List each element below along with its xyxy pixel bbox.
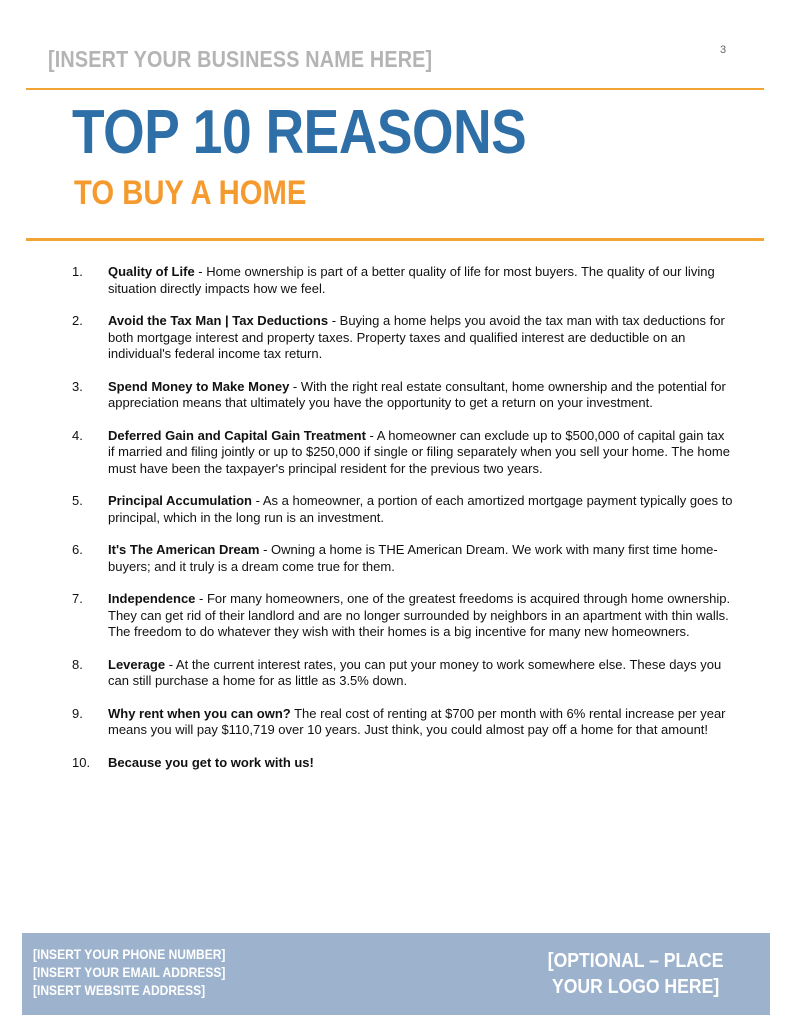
list-item	[72, 591, 734, 641]
list-item	[72, 428, 734, 478]
list-item	[72, 264, 734, 297]
page-subtitle: TO BUY A HOME	[74, 174, 307, 212]
logo-placeholder	[521, 948, 750, 1000]
item-number: 6.	[72, 542, 83, 557]
list-item	[72, 379, 734, 412]
item-body	[108, 493, 734, 526]
item-heading: Principal Accumulation	[108, 493, 252, 508]
item-heading: Avoid the Tax Man | Tax Deductions	[108, 313, 329, 328]
item-text: - Buying a home helps you avoid the tax man with tax deductions for both mortgage interest and property taxes. Property taxes and qualified interest are deductible on an individual's federal income tax return.	[108, 313, 725, 361]
phone-placeholder: [INSERT YOUR PHONE NUMBER]	[33, 946, 226, 962]
item-heading: Why rent when you can own?	[108, 705, 291, 721]
item-heading: It's The American Dream	[108, 542, 260, 557]
item-heading: Quality of Life	[108, 264, 195, 279]
footer-bar	[22, 933, 770, 1015]
item-text: - Home ownership is part of a better quality of life for most buyers. The quality of our living situation directly impacts how we feel.	[108, 264, 715, 296]
item-heading: Independence	[108, 591, 196, 606]
list-item	[72, 542, 734, 575]
title-divider	[26, 238, 764, 241]
page-title: TOP 10 REASONS	[72, 98, 527, 167]
item-heading: Because you get to work with us!	[108, 754, 314, 770]
item-heading: Spend Money to Make Money	[108, 378, 290, 394]
item-body	[108, 657, 734, 690]
item-number: 3.	[72, 378, 83, 394]
item-number: 7.	[72, 591, 83, 606]
item-number: 10.	[72, 754, 91, 770]
list-item	[72, 313, 734, 363]
item-body	[108, 313, 734, 363]
item-body	[108, 706, 734, 739]
item-body	[108, 379, 734, 412]
business-name: [INSERT YOUR BUSINESS NAME HERE]	[48, 46, 433, 72]
list-item	[72, 706, 734, 739]
page-number: 3	[720, 44, 727, 56]
item-number: 4.	[72, 427, 83, 443]
logo-line-1: [OPTIONAL – PLACE	[547, 950, 724, 972]
item-text: - At the current interest rates, you can put your money to work somewhere else. These days you can still purchase a home for as little as 3.5% down.	[108, 656, 722, 688]
item-text: The real cost of renting at $700 per month with 6% rental increase per year means you will pay $110,719 over 10 years. Just think, you could almost pay off a home for that amount!	[108, 705, 726, 737]
item-heading: Deferred Gain and Capital Gain Treatment	[108, 427, 366, 443]
list-item	[72, 755, 734, 772]
item-body	[108, 542, 734, 575]
logo-line-2: YOUR LOGO HERE]	[551, 976, 720, 998]
item-number: 5.	[72, 493, 83, 508]
item-text: - For many homeowners, one of the greatest freedoms is acquired through home ownership. They can get rid of their landlord and are no longer surrounded by neighbors in an apartment with thin walls. The freedom to do whatever they wish with their homes is a big incentive for many new homeowners.	[108, 591, 731, 639]
list-item	[72, 657, 734, 690]
item-number: 9.	[72, 705, 83, 721]
item-text: - With the right real estate consultant, home ownership and the potential for appreciation means that ultimately you have the opportunity to get a return on your investment.	[108, 378, 726, 410]
item-number: 2.	[72, 313, 83, 328]
item-text: - A homeowner can exclude up to $500,000 of capital gain tax if married and filing jointly or up to $250,000 if single or filing separately when you sell your home. The home must have been the taxpayer's principal resident for the previous two years.	[108, 427, 730, 476]
item-body	[108, 755, 734, 772]
header-divider	[26, 88, 764, 90]
item-heading: Leverage	[108, 656, 166, 672]
website-placeholder: [INSERT WEBSITE ADDRESS]	[33, 982, 206, 998]
item-body	[108, 264, 734, 297]
item-body	[108, 428, 734, 478]
contact-info	[33, 945, 225, 999]
item-body	[108, 591, 734, 641]
item-text: - Owning a home is THE American Dream. We work with many first time home-buyers; and it truly is a dream come true for them.	[108, 542, 718, 574]
list-item	[72, 493, 734, 526]
item-number: 8.	[72, 656, 83, 672]
item-number: 1.	[72, 264, 83, 279]
email-placeholder: [INSERT YOUR EMAIL ADDRESS]	[33, 964, 226, 980]
reasons-list	[72, 264, 734, 787]
item-text: - As a homeowner, a portion of each amortized mortgage payment typically goes to principal, which in the long run is an investment.	[108, 493, 733, 525]
